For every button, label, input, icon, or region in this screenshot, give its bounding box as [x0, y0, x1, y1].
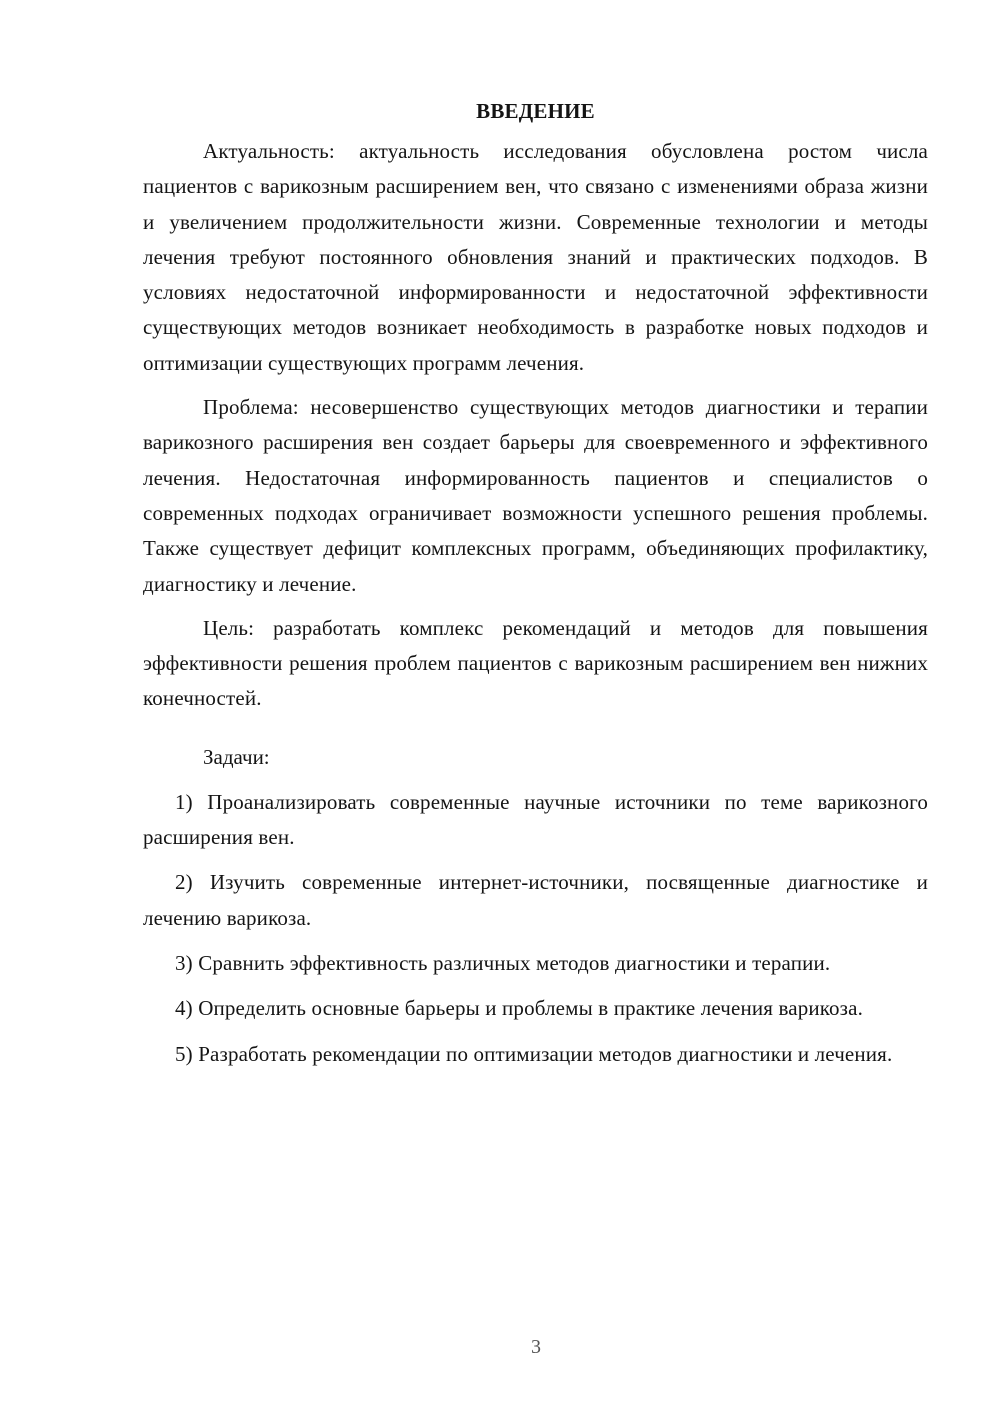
task-item-1: 1) Проанализировать современные научные источники по теме варикозного расширения вен. [143, 789, 928, 850]
task-item-3: 3) Сравнить эффективность различных методов диагностики и терапии. [175, 950, 831, 975]
task-item-2: 2) Изучить современные интернет-источники, посвященные диагностике и лечению варикоза. [143, 870, 928, 930]
task-item-5: 5) Разработать рекомендации по оптимизации методов диагностики и лечения. [175, 1041, 893, 1066]
goal-paragraph: Цель: разработать комплекс рекомендаций и методов для повышения эффективности решения проблем пациентов с варикозным расширением вен нижних конечностей. [143, 615, 928, 711]
relevance-paragraph: Актуальность: актуальность исследования обусловлена ростом числа пациентов с варикозным расширением вен, что связано с изменениями образа жизни и увеличением продолжительности жизни. Современные технологии и методы лечения требуют постоянного обновления знаний и практических подходов. В условиях недостаточной информированности и недостаточной эффективности существующих методов возникает необходимость в разработке новых подходов и оптимизации существующих программ лечения. [143, 139, 928, 375]
section-heading: ВВЕДЕНИЕ [476, 99, 595, 123]
task-item-4: 4) Определить основные барьеры и проблемы в практике лечения варикоза. [175, 996, 863, 1021]
problem-paragraph: Проблема: несовершенство существующих методов диагностики и терапии варикозного расширения вен создает барьеры для своевременного и эффективного лечения. Недостаточная информированность пациентов и специалистов о современных подходах ограничивает возможности успешного решения проблемы. Также существует дефицит комплексных программ, объединяющих профилактику, диагностику и лечение. [143, 395, 928, 596]
page-number: 3 [531, 1336, 541, 1358]
tasks-label: Задачи: [203, 744, 270, 769]
tasks-list [143, 785, 928, 1072]
page-content [143, 94, 928, 1082]
